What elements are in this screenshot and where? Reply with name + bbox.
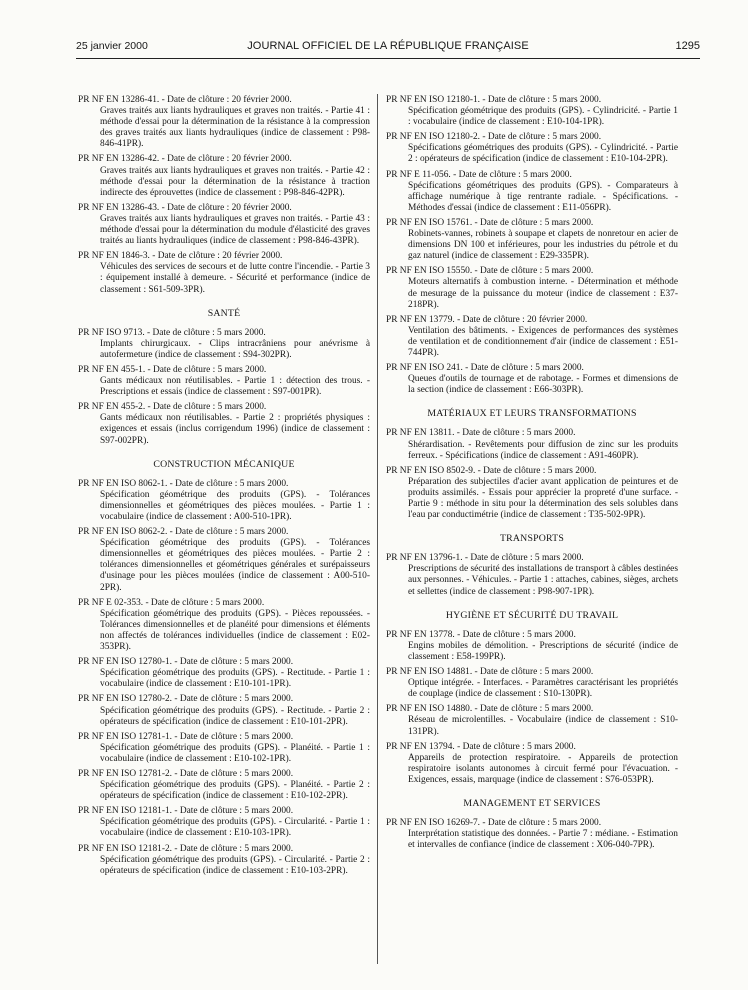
standard-entry — [78, 95, 370, 150]
standard-description: Spécification géométrique des produits (GPS). - Rectitude. - Partie 1 : vocabulaire (indice de classement : E10-101-1PR). — [100, 668, 370, 690]
header-page-number: 1295 — [675, 40, 700, 52]
standard-entry — [78, 527, 370, 594]
standard-entry — [78, 154, 370, 198]
standard-reference: PR NF EN ISO 14881. - Date de clôture : 5 mars 2000. — [386, 667, 594, 678]
standard-entry — [78, 328, 370, 361]
standard-entry — [386, 630, 678, 663]
standard-entry — [386, 667, 678, 700]
standard-entry — [386, 704, 678, 737]
standard-description: Spécification géométrique des produits (GPS). - Planéité. - Partie 1 : vocabulaire (indice de classement : E10-102-1PR). — [100, 742, 370, 764]
standard-reference: PR NF EN ISO 12780-2. - Date de clôture : 5 mars 2000. — [78, 694, 294, 705]
standard-reference: PR NF EN ISO 12180-1. - Date de clôture : 5 mars 2000. — [386, 95, 602, 105]
standard-description: Réseau de microlentilles. - Vocabulaire (indice de classement : S10-131PR). — [408, 715, 678, 737]
section-heading: MATÉRIAUX ET LEURS TRANSFORMATIONS — [427, 408, 637, 420]
standard-reference: PR NF ISO 9713. - Date de clôture : 5 mars 2000. — [78, 327, 266, 338]
standard-entry — [78, 251, 370, 295]
section-heading: CONSTRUCTION MÉCANIQUE — [153, 458, 295, 470]
standard-description: Spécification géométrique des produits (GPS). - Tolérances dimensionnelles et géométriques des pièces moulées. - Partie 1 : vocabulaire (indice de classement : A00-510-1PR). — [100, 489, 370, 522]
standard-reference: PR NF E 02-353. - Date de clôture : 5 mars 2000. — [78, 597, 265, 608]
standard-description: Spécification géométrique des produits (GPS). - Tolérances dimensionnelles et géométriques des pièces moulées. - Partie 2 : tolérances dimensionnelles et géométriques générales et surépaisseurs d'usinage pour les pièces moulées (indice de classement : A00-510-2PR). — [100, 538, 370, 593]
section-heading: MANAGEMENT ET SERVICES — [463, 797, 601, 809]
standard-reference: PR NF EN ISO 16269-7. - Date de clôture : 5 mars 2000. — [386, 818, 602, 829]
standard-entry — [386, 95, 678, 128]
standard-description: Implants chirurgicaux. - Clips intracrâniens pour anévrisme à autofermeture (indice de classement : S94-302PR). — [100, 338, 370, 360]
standard-entry — [78, 479, 370, 523]
standard-description: Interprétation statistique des données. - Partie 7 : médiane. - Estimation et intervalles de confiance (indice de classement : X06-040-7PR). — [408, 829, 678, 851]
standard-reference: PR NF EN 13779. - Date de clôture : 20 février 2000. — [386, 314, 588, 325]
standard-description: Spécification géométrique des produits (GPS). - Rectitude. - Partie 2 : opérateurs de spécification (indice de classement : E10-101-2PR). — [100, 705, 370, 727]
standard-reference: PR NF EN 455-1. - Date de clôture : 5 mars 2000. — [78, 364, 267, 375]
standard-entry — [78, 844, 370, 877]
standard-reference: PR NF EN 13796-1. - Date de clôture : 5 mars 2000. — [386, 553, 584, 564]
standard-entry — [386, 132, 678, 165]
standard-entry — [386, 218, 678, 262]
standard-reference: PR NF EN ISO 14880. - Date de clôture : 5 mars 2000. — [386, 704, 594, 715]
standard-entry — [386, 466, 678, 521]
standard-description: Spécifications géométriques des produits (GPS). - Cylindricité. - Partie 2 : opérateurs de spécification (indice de classement : E10-104-2PR). — [408, 143, 678, 165]
standard-description: Spécification géométrique des produits (GPS). - Pièces repoussées. - Tolérances dimensionnelles et de planéité pour dimensions et éléments non affectés de tolérances individuelles (indice de classement : E02-353PR). — [100, 608, 370, 653]
standard-reference: PR NF E 11-056. - Date de clôture : 5 mars 2000. — [386, 169, 572, 180]
standard-reference: PR NF EN ISO 12781-1. - Date de clôture : 5 mars 2000. — [78, 731, 294, 742]
standard-reference: PR NF EN ISO 12181-1. - Date de clôture : 5 mars 2000. — [78, 806, 294, 817]
header-rule — [76, 58, 700, 59]
standard-description: Graves traités aux liants hydrauliques et graves non traités. - Partie 42 : méthode d'essai pour la détermination de la résistance à traction indirecte des éprouvettes (indice de classement : P98-846-42PR). — [100, 165, 370, 198]
left-column — [78, 95, 370, 975]
standard-reference: PR NF EN ISO 8062-2. - Date de clôture : 5 mars 2000. — [78, 527, 289, 538]
standard-description: Véhicules des services de secours et de lutte contre l'incendie. - Partie 3 : équipement installé à demeure. - Sécurité et performance (indice de classement : S61-509-3PR). — [100, 262, 370, 295]
standard-description: Robinets-vannes, robinets à soupape et clapets de nonretour en acier de dimensions DN 100 et inférieures, pour les industries du pétrole et du gaz naturel (indice de classement : E29-335PR). — [408, 229, 678, 262]
standard-entry — [386, 170, 678, 214]
standard-reference: PR NF EN 13794. - Date de clôture : 5 mars 2000. — [386, 741, 576, 752]
standard-reference: PR NF EN ISO 12781-2. - Date de clôture : 5 mars 2000. — [78, 768, 294, 779]
standard-entry — [386, 553, 678, 597]
right-column — [386, 95, 678, 975]
standard-reference: PR NF EN ISO 8502-9. - Date de clôture : 5 mars 2000. — [386, 465, 597, 476]
standard-reference: PR NF EN ISO 12180-2. - Date de clôture : 5 mars 2000. — [386, 132, 602, 143]
standard-reference: PR NF EN 455-2. - Date de clôture : 5 mars 2000. — [78, 402, 267, 413]
standard-entry — [386, 315, 678, 359]
standard-description: Moteurs alternatifs à combustion interne. - Détermination et méthode de mesurage de la puissance du moteur (indice de classement : E37-218PR). — [408, 277, 678, 310]
standard-entry — [78, 806, 370, 839]
standard-entry — [386, 363, 678, 396]
page-header — [76, 40, 700, 56]
standard-description: Gants médicaux non réutilisables. - Partie 2 : propriétés physiques : exigences et essais (inclus corrigendum 1996) (indice de classement : S97-002PR). — [100, 413, 370, 446]
standard-description: Spécification géométrique des produits (GPS). - Planéité. - Partie 2 : opérateurs de spécification (indice de classement : E10-102-2PR). — [100, 780, 370, 802]
standard-description: Gants médicaux non réutilisables. - Partie 1 : détection des trous. - Prescriptions et essais (indice de classement : S97-001PR). — [100, 376, 370, 398]
standard-reference: PR NF EN 13286-41. - Date de clôture : 20 février 2000. — [78, 95, 292, 105]
standard-entry — [78, 769, 370, 802]
standard-reference: PR NF EN ISO 8062-1. - Date de clôture : 5 mars 2000. — [78, 478, 289, 489]
header-date: 25 janvier 2000 — [76, 40, 148, 52]
standard-description: Appareils de protection respiratoire. - Appareils de protection respiratoire isolants autonomes à circuit fermé pour l'évacuation. - Exigences, essais, marquage (indice de classement : S76-053PR). — [408, 752, 678, 785]
standard-description: Optique intégrée. - Interfaces. - Paramètres caractérisant les propriétés de couplage (indice de classement : S10-130PR). — [408, 678, 678, 700]
section-heading: TRANSPORTS — [499, 533, 565, 545]
standard-reference: PR NF EN 13286-43. - Date de clôture : 20 février 2000. — [78, 202, 292, 213]
standard-entry — [78, 402, 370, 446]
standard-description: Engins mobiles de démolition. - Prescriptions de sécurité (indice de classement : E58-199PR). — [408, 640, 678, 662]
column-divider — [377, 94, 378, 964]
standard-entry — [78, 657, 370, 690]
standard-entry — [78, 598, 370, 653]
standard-entry — [78, 203, 370, 247]
section-heading: SANTÉ — [207, 307, 241, 319]
standard-description: Shérardisation. - Revêtements pour diffusion de zinc sur les produits ferreux. - Spécifications (indice de classement : A91-460PR). — [408, 439, 678, 461]
section-heading: HYGIÈNE ET SÉCURITÉ DU TRAVAIL — [445, 609, 619, 621]
standard-description: Prescriptions de sécurité des installations de transport à câbles destinées aux personnes. - Véhicules. - Partie 1 : attaches, cabines, sièges, archets et sellettes (indice de classement : P98-907-1PR). — [408, 564, 678, 597]
standard-entry — [78, 694, 370, 727]
standard-reference: PR NF EN ISO 15550. - Date de clôture : 5 mars 2000. — [386, 266, 594, 277]
standard-description: Spécifications géométriques des produits (GPS). - Comparateurs à affichage numérique à tige rentrante radiale. - Spécifications. - Méthodes d'essai (indice de classement : E11-056PR). — [408, 180, 678, 213]
standard-reference: PR NF EN ISO 12780-1. - Date de clôture : 5 mars 2000. — [78, 657, 294, 668]
standard-entry — [386, 742, 678, 786]
standard-reference: PR NF EN ISO 12181-2. - Date de clôture : 5 mars 2000. — [78, 843, 294, 854]
standard-reference: PR NF EN 13286-42. - Date de clôture : 20 février 2000. — [78, 154, 292, 165]
header-title: JOURNAL OFFICIEL DE LA RÉPUBLIQUE FRANÇAISE — [247, 40, 529, 52]
standard-entry — [386, 266, 678, 310]
standard-description: Spécification géométrique des produits (GPS). - Circularité. - Partie 1 : vocabulaire (indice de classement : E10-103-1PR). — [100, 817, 370, 839]
standard-reference: PR NF EN 13778. - Date de clôture : 5 mars 2000. — [386, 629, 576, 640]
standard-entry — [386, 818, 678, 851]
standard-reference: PR NF EN 1846-3. - Date de clôture : 20 février 2000. — [78, 251, 283, 262]
standard-description: Queues d'outils de tournage et de rabotage. - Formes et dimensions de la section (indice de classement : E66-303PR). — [408, 374, 678, 396]
standard-description: Préparation des subjectiles d'acier avant application de peintures et de produits assimilés. - Essais pour apprécier la propreté d'une surface. - Partie 9 : méthode in situ pour la détermination des sels solubles dans l'eau par conductimétrie (indice de classement : T35-502-9PR). — [408, 476, 678, 521]
standard-description: Spécification géométrique des produits (GPS). - Cylindricité. - Partie 1 : vocabulaire (indice de classement : E10-104-1PR). — [408, 106, 678, 128]
standard-reference: PR NF EN ISO 15761. - Date de clôture : 5 mars 2000. — [386, 217, 594, 228]
standard-description: Ventilation des bâtiments. - Exigences de performances des systèmes de ventilation et de conditionnement d'air (indice de classement : E51-744PR). — [408, 325, 678, 358]
standard-reference: PR NF EN 13811. - Date de clôture : 5 mars 2000. — [386, 428, 576, 439]
standard-entry — [78, 732, 370, 765]
standard-reference: PR NF EN ISO 241. - Date de clôture : 5 mars 2000. — [386, 363, 584, 374]
standard-description: Spécification géométrique des produits (GPS). - Circularité. - Partie 2 : opérateurs de spécification (indice de classement : E10-103-2PR). — [100, 854, 370, 876]
standard-description: Graves traités aux liants hydrauliques et graves non traités. - Partie 41 : méthode d'essai pour la détermination de la résistance à la compression des graves traités aux liants hydrauliques (indice de classement : P98-846-41PR). — [100, 106, 370, 150]
standard-description: Graves traités aux liants hydrauliques et graves non traités. - Partie 43 : méthode d'essai pour la détermination du module d'élasticité des graves traités au liants hydrauliques (indice de classement : P98-846-43PR). — [100, 213, 370, 247]
standard-entry — [78, 365, 370, 398]
standard-entry — [386, 428, 678, 461]
